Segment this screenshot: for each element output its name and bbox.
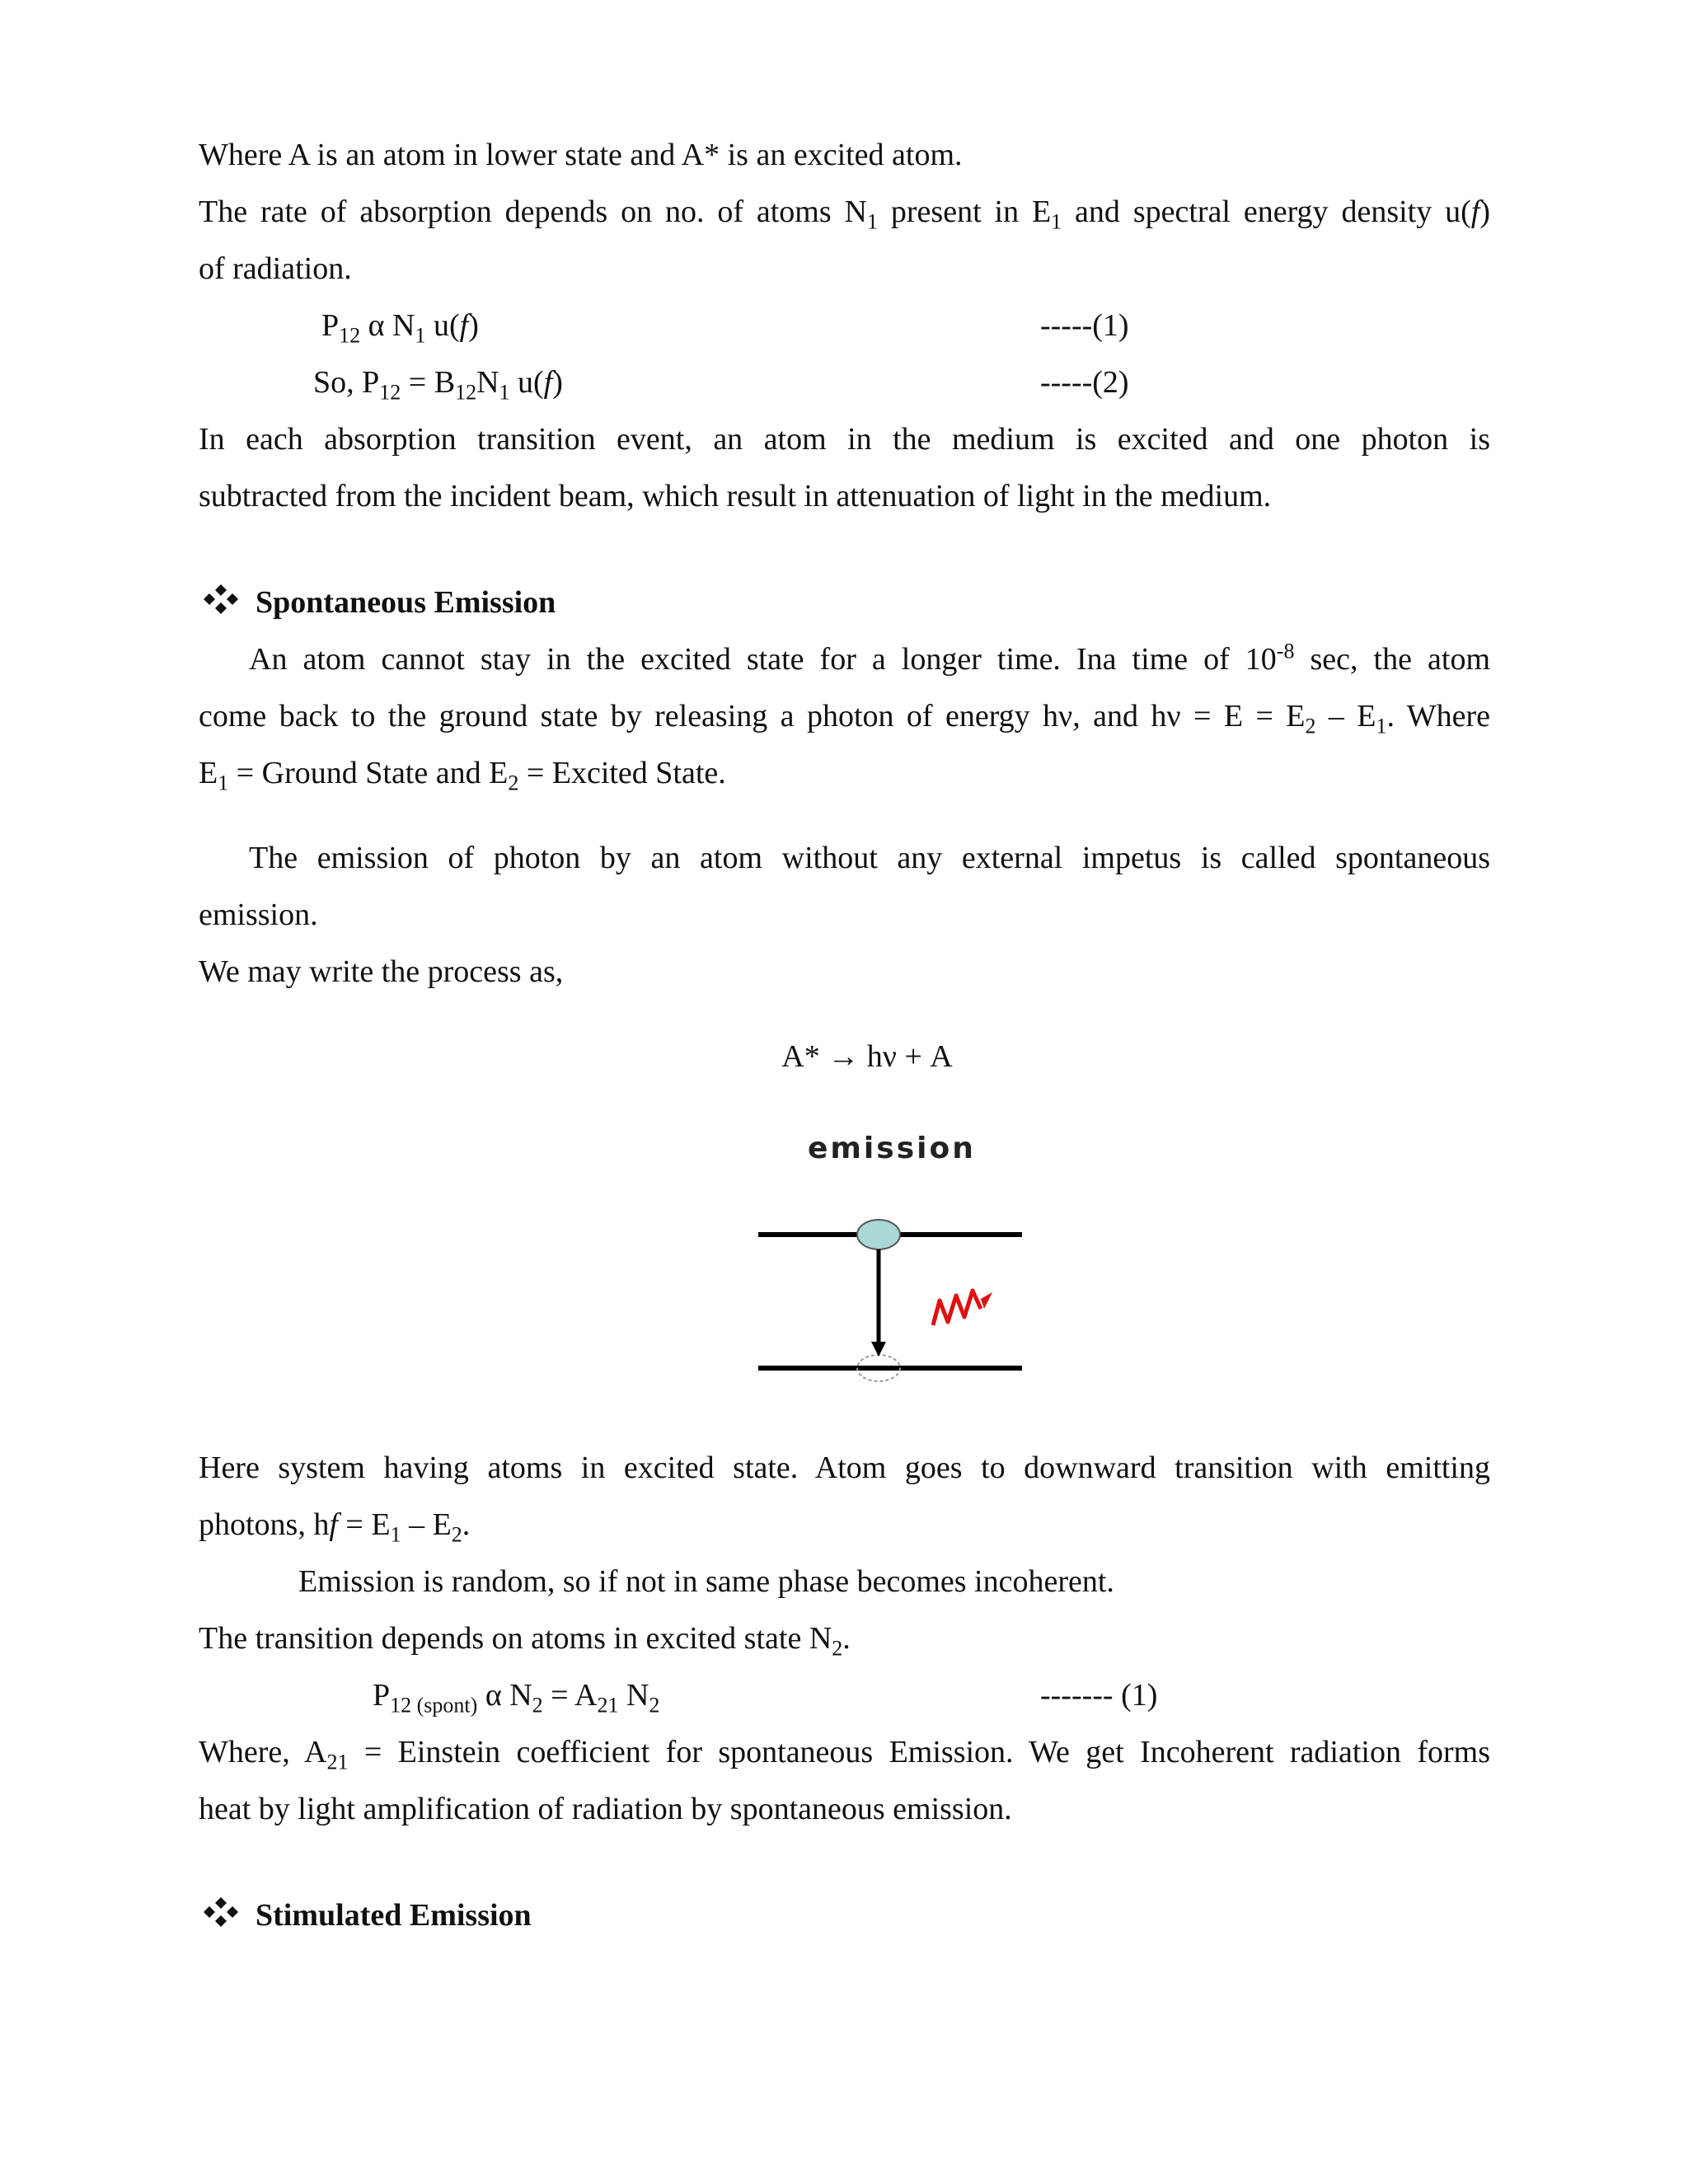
excited-atom xyxy=(857,1220,900,1249)
intro-line-2: The rate of absorption depends on no. of atoms $N_1$ present in $E_1$ and spectral energy density u(f) xyxy=(199,194,1490,234)
where-line-2: heat by light amplification of radiation by spontaneous emission. xyxy=(199,1792,1012,1826)
section-heading-stimulated: Stimulated Emission xyxy=(203,1896,532,1935)
equation-1: $P_{12}$ α $N_1$ u(f) xyxy=(321,308,479,348)
after-diagram-line-2: photons, hf = $E_1 - E_2$. xyxy=(199,1507,471,1547)
equation-1-number: -----(1) xyxy=(1040,308,1129,343)
spontaneous-para2-line-2: emission. xyxy=(199,898,318,932)
spontaneous-para3: We may write the process as, xyxy=(199,954,564,989)
absorption-para-line-1: In each absorption transition event, an atom in the medium is excited and one photon is xyxy=(199,422,1490,457)
equation-2: So, $P_{12} = B_{12}N_1$ u(f) xyxy=(313,365,563,405)
spontaneous-equation: $P_{12 (spont)}$ α $N_2 = A_{21}$ $N_2$ xyxy=(373,1678,660,1718)
section-heading-spontaneous: Spontaneous Emission xyxy=(203,583,556,622)
transition-arrow-head xyxy=(871,1342,886,1357)
spontaneous-para1-line-3: $E_1$ = Ground State and $E_2$ = Excited State. xyxy=(199,756,726,795)
equation-2-number: -----(2) xyxy=(1040,365,1129,400)
diamond-bullet-icon xyxy=(203,584,239,614)
where-line-1: Where, $A_{21}$ = Einstein coefficient for spontaneous Emission. We get Incoherent radiation forms xyxy=(199,1735,1490,1774)
photon-wave-icon xyxy=(933,1291,981,1325)
random-emission-line: Emission is random, so if not in same phase becomes incoherent. xyxy=(298,1564,1114,1599)
spontaneous-para2-line-1: The emission of photon by an atom without any external impetus is called spontaneous xyxy=(249,841,1490,875)
spontaneous-equation-number: ------- (1) xyxy=(1040,1678,1158,1713)
photon-arrow-head xyxy=(981,1292,992,1309)
diamond-bullet-icon xyxy=(203,1897,239,1927)
depends-line: The transition depends on atoms in excited state $N_2$. xyxy=(199,1621,851,1661)
process-equation: A* → hν + A xyxy=(781,1039,953,1074)
intro-line-1: Where A is an atom in lower state and A* is an excited atom. xyxy=(199,138,963,172)
spontaneous-para1-line-1: An atom cannot stay in the excited state for a longer time. Ina time of $10^{-8}$ sec, the atom xyxy=(249,639,1490,677)
spontaneous-para1-line-2: come back to the ground state by releasing a photon of energy hν, and $h\nu = E = E_2 - E_1$. Where xyxy=(199,699,1491,738)
absorption-para-line-2: subtracted from the incident beam, which result in attenuation of light in the medium. xyxy=(199,479,1272,513)
emission-diagram xyxy=(742,1203,1039,1393)
intro-line-3: of radiation. xyxy=(199,251,352,286)
after-diagram-line-1: Here system having atoms in excited state. Atom goes to downward transition with emitting xyxy=(199,1451,1490,1485)
diagram-label: emission xyxy=(808,1132,976,1165)
